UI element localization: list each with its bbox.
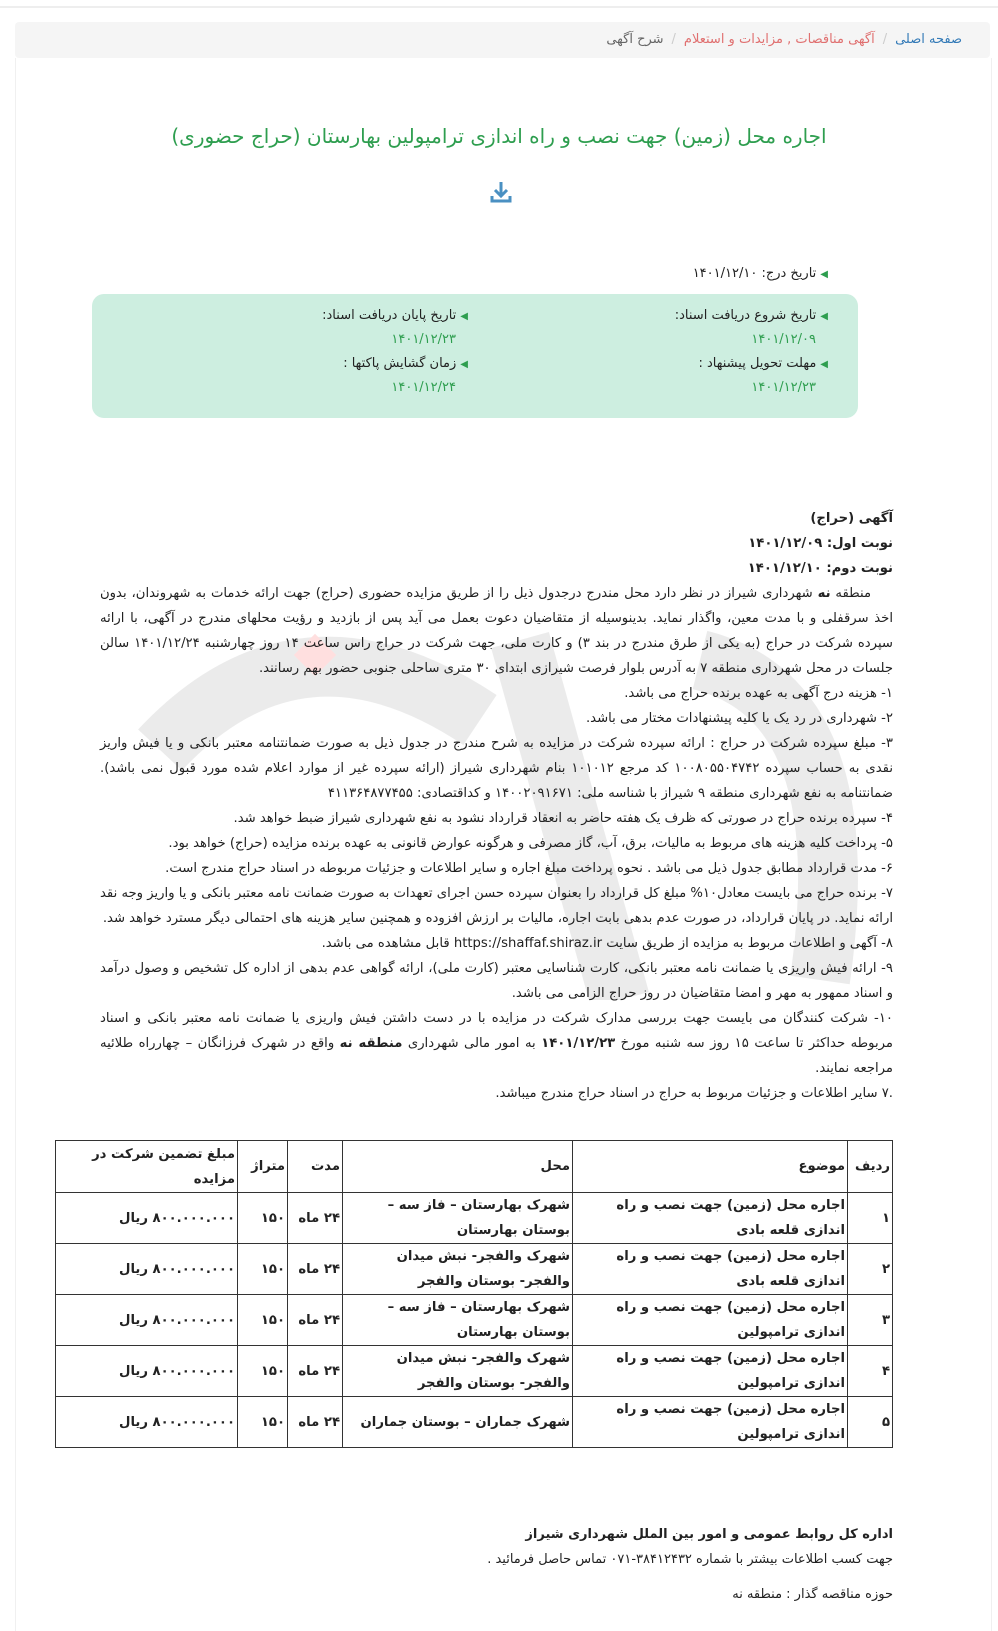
col-header: مبلغ تضمین شرکت در مزایده [56,1141,238,1193]
table-cell: ۸۰۰.۰۰۰.۰۰۰ ریال [56,1397,238,1448]
col-header: مدت [288,1141,343,1193]
download-icon[interactable] [490,180,512,204]
table-cell: اجاره محل (زمین) جهت نصب و راه اندازی ترامپولین [573,1295,848,1346]
table-cell: اجاره محل (زمین) جهت نصب و راه اندازی ترامپولین [573,1346,848,1397]
table-cell: شهرک بهارستان – فاز سه – بوستان بهارستان [343,1193,573,1244]
insert-date-label: تاریخ درج: [761,266,817,281]
second-notice: نوبت دوم: ۱۴۰۱/۱۲/۱۰ [747,561,893,576]
breadcrumb-category[interactable]: آگهی مناقصات , مزایدات و استعلام [683,32,875,47]
table-cell: ۱۵۰ [238,1193,288,1244]
first-notice: نوبت اول: ۱۴۰۱/۱۲/۰۹ [748,536,893,551]
insert-date-value: ۱۴۰۱/۱۲/۱۰ [692,266,758,281]
triangle-icon: ◀ [820,311,828,322]
table-cell: ۱۵۰ [238,1244,288,1295]
table-cell: ۴ [848,1346,893,1397]
deadline-value: ۱۴۰۱/۱۲/۲۳ [751,380,816,395]
condition-item: ۶- مدت قرارداد مطابق جدول ذیل می باشد . نحوه پرداخت مبلغ اجاره و سایر اطلاعات و جزئیات مربوطه در اسناد حراج مندرج است. [165,861,893,876]
triangle-icon: ◀ [460,359,468,370]
triangle-icon: ◀ [820,359,828,370]
end-value: ۱۴۰۱/۱۲/۲۳ [391,332,456,347]
intro-paragraph: منطقه نه شهرداری شیراز در نظر دارد محل مندرج درجدول ذیل را از طریق مزایده حضوری (حراج) جهت ارائه خدمات به شهروندان، بدون اخذ سرقفلی و با مدت معین، واگذار نماید. بدینوسیله از متقاضیان دعوت بعمل می آید پس از بازدید و رؤیت محلهای مندرج در آگهی، با ارائه سپرده شرکت در حراج (به یکی از طرق مندرج در بند ۳) و کارت ملی، جهت شرکت در حراج راس ساعت ۱۴ روز چهارشنبه ۱۴۰۱/۱۲/۲۴ سالن جلسات در محل شهرداری منطقه ۷ به آدرس بلوار فرصت شیرازی ابتدای ۳۰ متری ساحلی جنوبی حضور بهم رسانند. [100,586,893,676]
lots-table [55,1140,893,1448]
doc-heading: آگهی (حراج) [810,511,893,526]
table-cell: ۲۴ ماه [288,1193,343,1244]
table-cell: ۲۴ ماه [288,1397,343,1448]
table-cell: شهرک جماران – بوستان جماران [343,1397,573,1448]
table-row [56,1397,893,1448]
table-cell: ۱۵۰ [238,1295,288,1346]
table-cell: ۲۴ ماه [288,1244,343,1295]
dates-box [92,294,858,418]
end-label: تاریخ پایان دریافت اسناد: [322,308,457,323]
top-divider [0,6,998,8]
table-cell: ۱۵۰ [238,1346,288,1397]
table-cell: شهرک بهارستان – فاز سه – بوستان بهارستان [343,1295,573,1346]
table-cell: ۸۰۰.۰۰۰.۰۰۰ ریال [56,1346,238,1397]
col-header: ردیف [848,1141,893,1193]
table-cell: ۱ [848,1193,893,1244]
condition-item: ۵- پرداخت کلیه هزینه های مربوط به مالیات، برق، آب، گاز مصرفی و هرگونه عوارض قانونی به عهده برنده مزایده (حراج) خواهد بود. [168,836,893,851]
condition-item: ۱- هزینه درج آگهی به عهده برنده حراج می باشد. [624,686,893,701]
announcement-body [100,506,893,1106]
col-header: محل [343,1141,573,1193]
table-cell: شهرک والفجر- نبش میدان والفجر- بوستان والفجر [343,1244,573,1295]
table-cell: ۵ [848,1397,893,1448]
table-cell: اجاره محل (زمین) جهت نصب و راه اندازی قلعه بادی [573,1193,848,1244]
footer [487,1522,893,1607]
condition-item: ۹- ارائه فیش واریزی یا ضمانت نامه معتبر بانکی، کارت شناسایی معتبر (کارت ملی)، ارائه گواهی عدم بدهی از اداره کل تشخیص و وصول درآمد و اسناد ممهور به مهر و امضا متقاضیان در روز حراج الزامی می باشد. [100,961,893,1001]
start-label: تاریخ شروع دریافت اسناد: [674,308,817,323]
closing-note: .۷ سایر اطلاعات و جزئیات مربوط به حراج در اسناد حراج مندرج میباشد. [495,1086,893,1101]
breadcrumb: صفحه اصلی/آگهی مناقصات , مزایدات و استعلام/شرح آگهی [15,22,990,58]
table-cell: اجاره محل (زمین) جهت نصب و راه اندازی ترامپولین [573,1397,848,1448]
table-row [56,1193,893,1244]
col-header: متراژ [238,1141,288,1193]
table-cell: ۱۵۰ [238,1397,288,1448]
table-row [56,1295,893,1346]
condition-item: ۳- مبلغ سپرده شرکت در حراج : ارائه سپرده شرکت در مزایده به شرح مندرج در جدول ذیل به صورت ضمانتنامه معتبر بانکی و یا فیش واریز نقدی به حساب سپرده ۱۰۰۸۰۵۵۰۴۷۴۲ کد مرجع ۱۰۱۰۱۲ بنام شهرداری شیراز (ارائه سپرده غیر از موارد اعلام شده مورد قبول نمی باشد). ضمانتنامه به نفع شهرداری منطقه ۹ شیراز با شناسه ملی: ۱۴۰۰۲۰۹۱۶۷۱ و کداقتصادی: ۴۱۱۳۶۴۸۷۷۴۵۵ [100,736,893,801]
table-cell: شهرک والفجر- نبش میدان والفجر- بوستان والفجر [343,1346,573,1397]
footer-org: اداره کل روابط عمومی و امور بین الملل شهرداری شیراز [525,1527,893,1542]
start-value: ۱۴۰۱/۱۲/۰۹ [751,332,816,347]
table-cell: ۸۰۰.۰۰۰.۰۰۰ ریال [56,1295,238,1346]
page-title: اجاره محل (زمین) جهت نصب و راه اندازی ترامپولین بهارستان (حراج حضوری) [171,124,827,148]
breadcrumb-home[interactable]: صفحه اصلی [895,32,962,47]
condition-item-10: ۱۰- شرکت کنندگان می بایست جهت بررسی مدارک شرکت در مزایده با در دست داشتن فیش واریزی یا ضمانت نامه معتبر بانکی و اسناد مربوطه حداکثر تا ساعت ۱۵ روز سه شنبه مورخ ۱۴۰۱/۱۲/۲۳ به امور مالی شهرداری منطقه نه واقع در شهرک فرزانگان – چهارراه طلائیه مراجعه نمایند. [100,1011,893,1076]
table-row [56,1346,893,1397]
table-cell: ۸۰۰.۰۰۰.۰۰۰ ریال [56,1193,238,1244]
table-cell: ۸۰۰.۰۰۰.۰۰۰ ریال [56,1244,238,1295]
triangle-icon: ◀ [460,311,468,322]
condition-item: ۷- برنده حراج می بایست معادل۱۰% مبلغ کل قرارداد را بعنوان سپرده حسن اجرای تعهدات به صورت ضمانت نامه معتبر بانکی و یا واریز وجه نقد ارائه نماید. در پایان قرارداد، در صورت عدم بدهی بابت اجاره، مالیات بر ارزش افزوده و همچنین سایر هزینه های احتمالی دیگر مسترد خواهد شد. [100,886,893,926]
deadline-label: مهلت تحویل پیشنهاد : [698,356,817,371]
table-cell: ۲۴ ماه [288,1346,343,1397]
table-cell: ۲۴ ماه [288,1295,343,1346]
insert-date [693,266,828,281]
footer-contact: جهت کسب اطلاعات بیشتر با شماره ۳۸۴۱۲۴۳۲-۰۷۱ تماس حاصل فرمائید . [487,1552,893,1567]
condition-item: ۴- سپرده برنده حراج در صورتی که ظرف یک هفته حاضر به انعقاد قرارداد نشود به نفع شهرداری شیراز ضبط خواهد شد. [233,811,893,826]
table-cell: اجاره محل (زمین) جهت نصب و راه اندازی قلعه بادی [573,1244,848,1295]
breadcrumb-current: شرح آگهی [606,32,664,47]
condition-item: ۸- آگهی و اطلاعات مربوط به مزایده از طریق سایت https://shaffaf.shiraz.ir قابل مشاهده می باشد. [321,936,893,951]
footer-zone: حوزه مناقصه گذار : منطقه نه [732,1587,893,1602]
condition-item: ۲- شهرداری در رد یک یا کلیه پیشنهادات مختار می باشد. [585,711,893,726]
table-row [56,1244,893,1295]
table-cell: ۳ [848,1295,893,1346]
opening-value: ۱۴۰۱/۱۲/۲۴ [391,380,456,395]
col-header: موضوع [573,1141,848,1193]
opening-label: زمان گشایش پاکتها : [343,356,457,371]
table-cell: ۲ [848,1244,893,1295]
triangle-icon: ◀ [820,269,828,280]
